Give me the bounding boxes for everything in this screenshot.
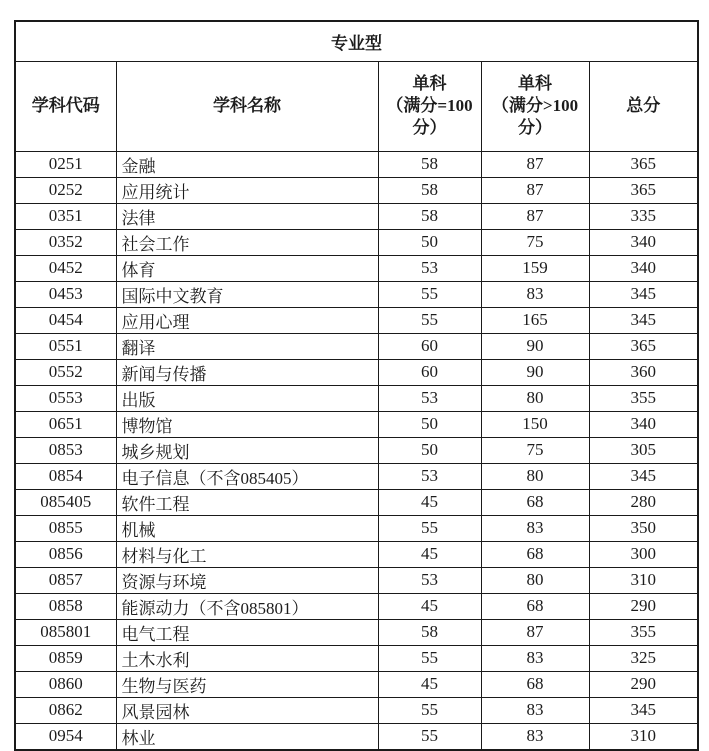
cell-subject-code: 0351: [15, 203, 116, 229]
cell-single-max100: 55: [378, 281, 481, 307]
cell-total-score: 345: [589, 697, 698, 723]
table-body: [15, 151, 698, 750]
cell-total-score: 340: [589, 255, 698, 281]
cell-subject-code: 0862: [15, 697, 116, 723]
cell-subject-name: 材料与化工: [116, 541, 378, 567]
cell-single-max100: 55: [378, 307, 481, 333]
cell-single-over100: 83: [481, 645, 589, 671]
header-single-max100-line3: 分）: [412, 118, 447, 138]
cell-single-over100: 68: [481, 671, 589, 697]
header-single-max100-line1: 单科: [412, 73, 447, 93]
cell-single-max100: 45: [378, 671, 481, 697]
cell-single-max100: 45: [378, 489, 481, 515]
cell-single-max100: 53: [378, 385, 481, 411]
cell-single-over100: 90: [481, 333, 589, 359]
table-row: [15, 671, 698, 697]
cell-subject-code: 0452: [15, 255, 116, 281]
cell-single-max100: 58: [378, 619, 481, 645]
cell-subject-code: 0252: [15, 177, 116, 203]
header-single-over100-line2: （满分>100: [491, 95, 579, 115]
table-row: [15, 645, 698, 671]
header-single-over100-line3: 分）: [518, 118, 552, 138]
cell-single-over100: 68: [481, 489, 589, 515]
cell-single-over100: 80: [481, 385, 589, 411]
cell-single-max100: 58: [378, 177, 481, 203]
cell-subject-code: 0853: [15, 437, 116, 463]
header-subject-code: 学科代码: [15, 61, 116, 151]
cell-single-over100: 80: [481, 463, 589, 489]
header-single-over100-line1: 单科: [518, 73, 552, 93]
cell-subject-code: 0551: [15, 333, 116, 359]
cell-single-over100: 68: [481, 541, 589, 567]
table-row: [15, 359, 698, 385]
cell-subject-code: 0552: [15, 359, 116, 385]
cell-subject-code: 0251: [15, 151, 116, 177]
cell-single-over100: 75: [481, 229, 589, 255]
cell-total-score: 365: [589, 333, 698, 359]
cell-single-over100: 87: [481, 151, 589, 177]
cell-total-score: 355: [589, 619, 698, 645]
cell-single-over100: 87: [481, 619, 589, 645]
cell-total-score: 345: [589, 463, 698, 489]
cell-single-max100: 55: [378, 645, 481, 671]
cell-subject-code: 0858: [15, 593, 116, 619]
cell-subject-code: 0454: [15, 307, 116, 333]
table-row: [15, 541, 698, 567]
cell-subject-code: 0553: [15, 385, 116, 411]
table-row: [15, 203, 698, 229]
cell-subject-name: 体育: [116, 255, 378, 281]
cell-subject-name: 博物馆: [116, 411, 378, 437]
cell-subject-name: 电气工程: [116, 619, 378, 645]
cell-subject-name: 风景园林: [116, 697, 378, 723]
cell-total-score: 290: [589, 671, 698, 697]
cell-subject-code: 0854: [15, 463, 116, 489]
cell-subject-name: 新闻与传播: [116, 359, 378, 385]
table-row: [15, 411, 698, 437]
cell-single-over100: 159: [481, 255, 589, 281]
header-single-over100: [481, 61, 589, 151]
table-row: [15, 333, 698, 359]
cell-total-score: 310: [589, 723, 698, 750]
cell-total-score: 345: [589, 281, 698, 307]
cell-total-score: 305: [589, 437, 698, 463]
cell-single-max100: 58: [378, 203, 481, 229]
cell-single-over100: 75: [481, 437, 589, 463]
cell-subject-code: 0859: [15, 645, 116, 671]
cell-total-score: 350: [589, 515, 698, 541]
cell-total-score: 355: [589, 385, 698, 411]
cell-single-max100: 55: [378, 723, 481, 750]
table-row: [15, 697, 698, 723]
cell-subject-code: 085405: [15, 489, 116, 515]
header-single-max100: [378, 61, 481, 151]
cell-total-score: 290: [589, 593, 698, 619]
header-subject-name: 学科名称: [116, 61, 378, 151]
cell-total-score: 280: [589, 489, 698, 515]
cell-single-max100: 60: [378, 333, 481, 359]
table-row: [15, 151, 698, 177]
cell-subject-name: 国际中文教育: [116, 281, 378, 307]
cell-total-score: 310: [589, 567, 698, 593]
cell-single-over100: 83: [481, 723, 589, 750]
table-row: [15, 281, 698, 307]
cell-subject-name: 应用统计: [116, 177, 378, 203]
header-single-max100-line2: （满分=100: [386, 95, 473, 115]
cell-single-max100: 45: [378, 541, 481, 567]
cell-subject-code: 085801: [15, 619, 116, 645]
cell-subject-name: 城乡规划: [116, 437, 378, 463]
cell-single-over100: 87: [481, 177, 589, 203]
cell-single-max100: 60: [378, 359, 481, 385]
cell-subject-name: 生物与医药: [116, 671, 378, 697]
cell-subject-name: 机械: [116, 515, 378, 541]
cell-total-score: 360: [589, 359, 698, 385]
cell-single-max100: 53: [378, 567, 481, 593]
cell-total-score: 365: [589, 151, 698, 177]
cell-subject-code: 0857: [15, 567, 116, 593]
table-row: [15, 515, 698, 541]
cell-single-max100: 45: [378, 593, 481, 619]
cell-subject-name: 翻译: [116, 333, 378, 359]
cell-single-max100: 50: [378, 411, 481, 437]
cell-subject-name: 资源与环境: [116, 567, 378, 593]
table-row: [15, 307, 698, 333]
cell-single-over100: 87: [481, 203, 589, 229]
cell-subject-name: 电子信息（不含085405）: [116, 463, 378, 489]
table-row: [15, 385, 698, 411]
cell-single-max100: 55: [378, 697, 481, 723]
cell-subject-name: 社会工作: [116, 229, 378, 255]
cell-subject-code: 0855: [15, 515, 116, 541]
cell-single-max100: 50: [378, 437, 481, 463]
cell-total-score: 340: [589, 411, 698, 437]
table-row: [15, 255, 698, 281]
cell-subject-name: 林业: [116, 723, 378, 750]
cell-single-over100: 83: [481, 697, 589, 723]
cell-subject-code: 0856: [15, 541, 116, 567]
cell-single-max100: 58: [378, 151, 481, 177]
cell-single-over100: 80: [481, 567, 589, 593]
table-row: [15, 437, 698, 463]
table-row: [15, 229, 698, 255]
table-row: [15, 723, 698, 750]
cell-single-max100: 50: [378, 229, 481, 255]
cell-single-max100: 53: [378, 463, 481, 489]
table-row: [15, 489, 698, 515]
cell-single-over100: 83: [481, 281, 589, 307]
admission-score-table: [14, 20, 699, 751]
cell-subject-code: 0651: [15, 411, 116, 437]
cell-subject-name: 法律: [116, 203, 378, 229]
table-title: 专业型: [15, 21, 698, 61]
cell-single-over100: 165: [481, 307, 589, 333]
cell-total-score: 365: [589, 177, 698, 203]
cell-single-max100: 53: [378, 255, 481, 281]
table-header-row: [15, 61, 698, 151]
table-row: [15, 593, 698, 619]
cell-total-score: 300: [589, 541, 698, 567]
header-total-score: 总分: [589, 61, 698, 151]
cell-subject-name: 软件工程: [116, 489, 378, 515]
cell-single-over100: 90: [481, 359, 589, 385]
cell-subject-name: 出版: [116, 385, 378, 411]
cell-single-over100: 68: [481, 593, 589, 619]
table-title-row: [15, 21, 698, 61]
cell-total-score: 340: [589, 229, 698, 255]
cell-subject-code: 0453: [15, 281, 116, 307]
cell-subject-name: 金融: [116, 151, 378, 177]
cell-single-over100: 83: [481, 515, 589, 541]
cell-subject-name: 土木水利: [116, 645, 378, 671]
cell-total-score: 345: [589, 307, 698, 333]
cell-single-max100: 55: [378, 515, 481, 541]
cell-subject-code: 0352: [15, 229, 116, 255]
table-row: [15, 177, 698, 203]
cell-total-score: 325: [589, 645, 698, 671]
cell-subject-name: 能源动力（不含085801）: [116, 593, 378, 619]
cell-subject-name: 应用心理: [116, 307, 378, 333]
cell-subject-code: 0954: [15, 723, 116, 750]
table-row: [15, 567, 698, 593]
cell-total-score: 335: [589, 203, 698, 229]
table-row: [15, 619, 698, 645]
cell-subject-code: 0860: [15, 671, 116, 697]
table-row: [15, 463, 698, 489]
cell-single-over100: 150: [481, 411, 589, 437]
